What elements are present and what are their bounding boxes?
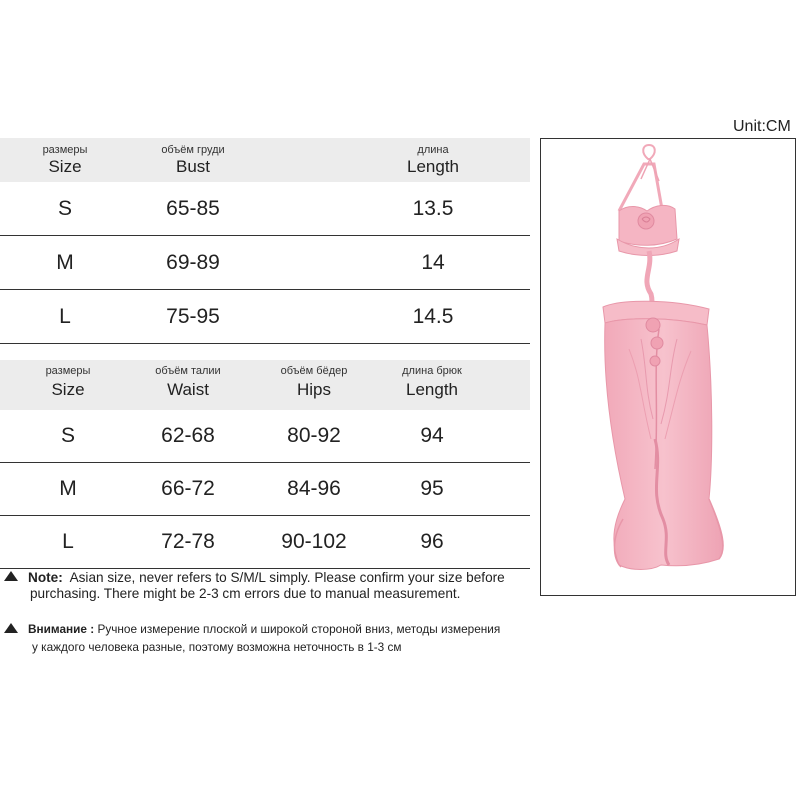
- header-size: [15, 138, 115, 182]
- table-row: [0, 516, 530, 569]
- header-bust-en: Bust: [175, 157, 211, 176]
- cell-bust: 69-89: [166, 250, 220, 274]
- cell-length: 14.5: [412, 304, 454, 328]
- note-english: [4, 570, 544, 602]
- note-ru-label: Внимание :: [28, 622, 95, 636]
- cell-length: 94: [420, 424, 444, 447]
- header-length: [383, 138, 483, 182]
- cell-waist: 66-72: [161, 477, 215, 500]
- note-label: Note:: [28, 570, 63, 585]
- table-row: [0, 182, 530, 236]
- header-length-ru: длина: [417, 144, 449, 156]
- header-length: [382, 360, 482, 410]
- header-hips-ru: объём бёдер: [280, 365, 348, 377]
- cell-waist: 62-68: [161, 424, 215, 447]
- warning-triangle-icon: [4, 571, 18, 581]
- table-row: [0, 236, 530, 290]
- top-size-table: [0, 138, 530, 344]
- header-waist-ru: объём талии: [155, 365, 221, 377]
- product-photo: [540, 138, 796, 596]
- warning-triangle-icon: [4, 623, 18, 633]
- header-length-ru: длина брюк: [402, 365, 462, 377]
- table-row: [0, 463, 530, 516]
- cell-bust: 75-95: [166, 304, 220, 328]
- header-size-en: Size: [51, 380, 85, 399]
- cell-size: M: [56, 250, 74, 274]
- cell-length: 13.5: [412, 196, 454, 220]
- cell-hips: 80-92: [287, 424, 341, 447]
- cell-length: 96: [420, 530, 444, 553]
- cell-waist: 72-78: [161, 530, 215, 553]
- note-ru-line-2: у каждого человека разные, поэтому возможна неточность в 1-3 см: [32, 640, 402, 654]
- table-row: [0, 410, 530, 463]
- cell-hips: 90-102: [281, 530, 347, 553]
- cell-size: L: [62, 530, 74, 553]
- top-table-header: [0, 138, 530, 182]
- header-waist: [138, 360, 238, 410]
- bottom-size-table: [0, 360, 530, 569]
- bottom-table-header: [0, 360, 530, 410]
- header-length-en: Length: [406, 380, 458, 399]
- note-russian: [4, 620, 544, 656]
- note-line-2: purchasing. There might be 2-3 cm errors due to manual measurement.: [30, 586, 461, 601]
- header-length-en: Length: [407, 157, 459, 176]
- header-hips-en: Hips: [296, 380, 331, 399]
- header-size-ru: размеры: [45, 365, 91, 377]
- header-size: [18, 360, 118, 410]
- cell-length: 14: [421, 250, 445, 274]
- cell-size: L: [59, 304, 71, 328]
- cell-size: S: [60, 424, 75, 447]
- note-line-1: Asian size, never refers to S/M/L simply. Please confirm your size before: [69, 570, 505, 585]
- unit-label: Unit:CM: [733, 118, 791, 135]
- cell-length: 95: [420, 477, 444, 500]
- cell-size: M: [59, 477, 77, 500]
- header-waist-en: Waist: [167, 380, 209, 399]
- note-ru-line-1: Ручное измерение плоской и широкой стороной вниз, методы измерения: [97, 622, 501, 636]
- header-bust: [143, 138, 243, 182]
- header-bust-ru: объём груди: [161, 144, 225, 156]
- cell-hips: 84-96: [287, 477, 341, 500]
- header-size-ru: размеры: [42, 144, 88, 156]
- pink-halter-top-and-skirt-illustration: [541, 139, 795, 595]
- table-row: [0, 290, 530, 344]
- header-hips: [264, 360, 364, 410]
- cell-size: S: [57, 196, 72, 220]
- cell-bust: 65-85: [166, 196, 220, 220]
- header-size-en: Size: [48, 157, 82, 176]
